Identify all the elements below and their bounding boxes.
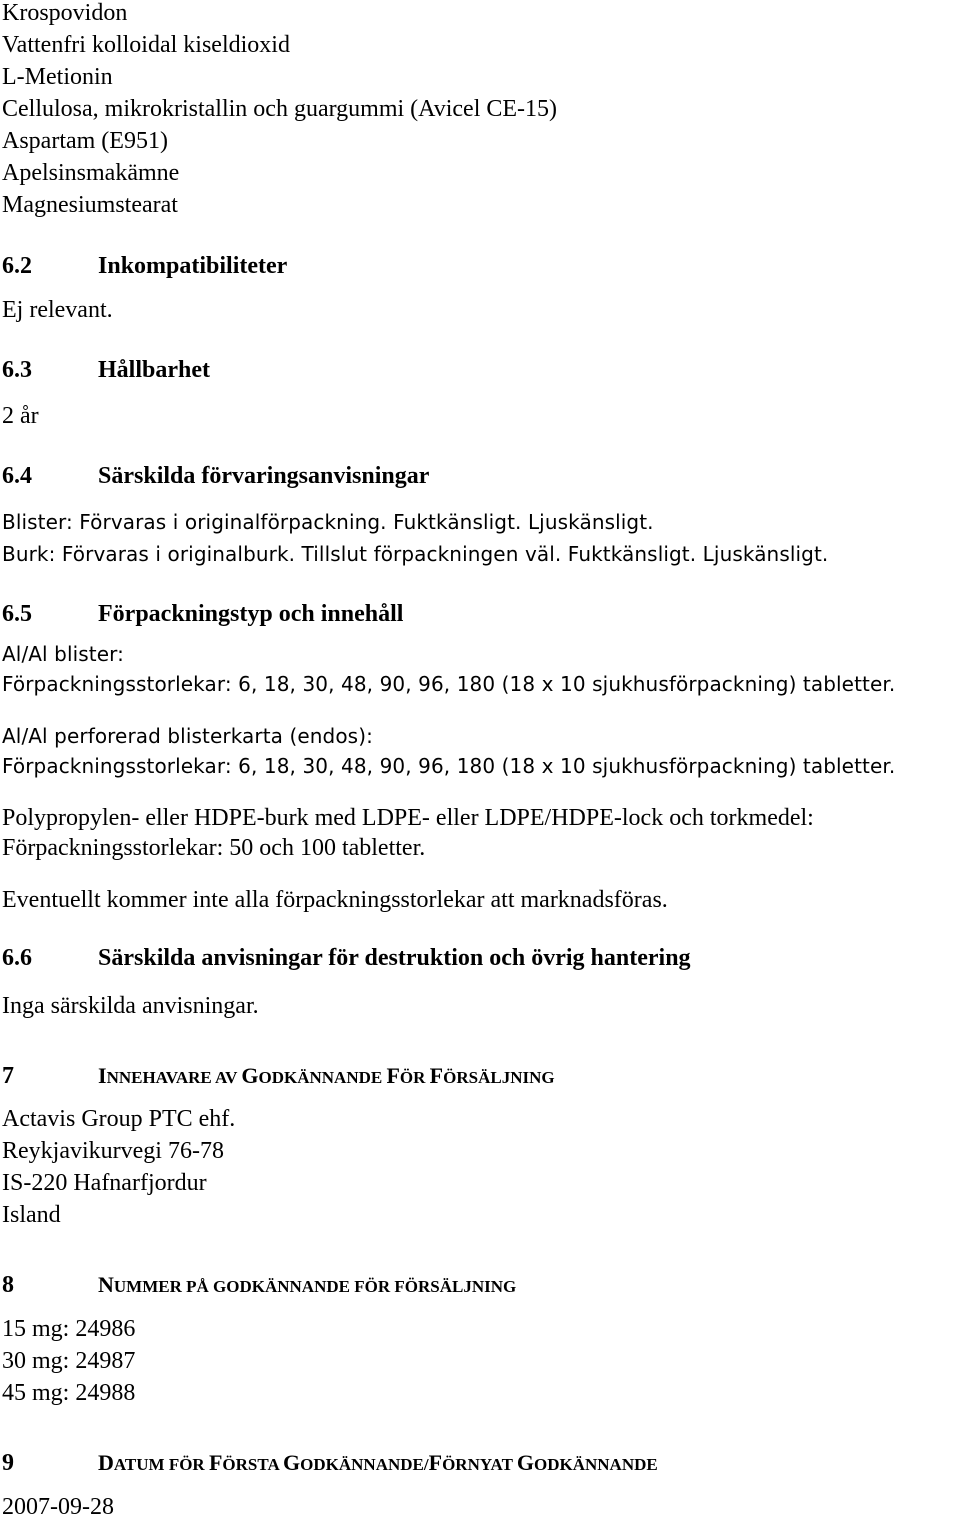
section-heading-6-5 [2,598,403,630]
section-title: Förpackningstyp och innehåll [98,601,404,627]
package-perforated-sizes: Förpackningsstorlekar: 6, 18, 30, 48, 90, 96, 180 (18 x 10 sjukhusförpackning) tabletter. [2,754,896,778]
section-number: 8 [2,1272,14,1298]
title-part: I [98,1063,107,1088]
section-number: 7 [2,1063,14,1089]
excipient-item: Aspartam (E951) [2,128,168,154]
first-authorization-date: 2007-09-28 [2,1494,114,1520]
section-heading-6-4 [2,460,429,492]
excipient-item: Cellulosa, mikrokristallin och guargummi (Avicel CE-15) [2,96,558,122]
title-part: F [429,1063,444,1088]
excipient-item: Krospovidon [2,0,128,26]
holder-address-line: IS-220 Hafnarfjordur [2,1170,207,1196]
section-heading-6-6 [2,942,691,974]
section-text: Ej relevant. [2,297,113,323]
title-part: ODKÄNNANDE [258,1068,387,1087]
section-number: 9 [2,1450,14,1476]
section-number: 6.5 [2,601,32,627]
title-part: F [208,1450,223,1475]
title-part: G [516,1450,534,1475]
section-text: Inga särskilda anvisningar. [2,993,259,1019]
package-perforated-title: Al/Al perforerad blisterkarta (endos): [2,724,373,748]
title-part: ATUM FÖR [113,1455,209,1474]
title-part: NNEHAVARE AV [106,1068,242,1087]
holder-address-line: Reykjavikurvegi 76-78 [2,1138,224,1164]
title-part: F [386,1063,400,1088]
authorization-number: 30 mg: 24987 [2,1348,136,1374]
section-number: 6.3 [2,357,32,383]
storage-blister: Blister: Förvaras i originalförpackning. Fuktkänsligt. Ljuskänsligt. [2,510,654,534]
package-bottle-title: Polypropylen- eller HDPE-burk med LDPE- eller LDPE/HDPE-lock och torkmedel: [2,805,814,831]
title-part: ÖRSTA [222,1455,284,1474]
package-blister-sizes: Förpackningsstorlekar: 6, 18, 30, 48, 90, 96, 180 (18 x 10 sjukhusförpackning) tabletter. [2,672,896,696]
holder-address-line: Actavis Group PTC ehf. [2,1106,236,1132]
excipient-item: Magnesiumstearat [2,192,178,218]
section-number: 6.6 [2,945,32,971]
storage-bottle: Burk: Förvaras i originalburk. Tillslut förpackningen väl. Fuktkänsligt. Ljuskänsligt. [2,542,829,566]
title-part: ÖRNYAT [442,1455,517,1474]
section-heading-7 [2,1060,555,1094]
title-part: UMMER PÅ GODKÄNNANDE FÖR FÖRSÄLJNING [113,1277,517,1296]
section-text: 2 år [2,403,39,429]
package-bottle-sizes: Förpackningsstorlekar: 50 och 100 tabletter. [2,835,426,861]
section-heading-8 [2,1269,516,1303]
title-part: ODKÄNNANDE [533,1455,658,1474]
section-title: Särskilda anvisningar för destruktion och övrig hantering [98,945,691,971]
section-title: Inkompatibiliteter [98,253,288,279]
section-title: Hållbarhet [98,357,210,383]
title-part: G [283,1450,301,1475]
authorization-number: 45 mg: 24988 [2,1380,136,1406]
title-part: F [428,1450,443,1475]
section-heading-9 [2,1447,658,1481]
package-blister-title: Al/Al blister: [2,642,124,666]
section-number: 6.4 [2,463,32,489]
title-part: D [98,1450,114,1475]
title-part: ODKÄNNANDE/ [300,1455,429,1474]
title-part: ÖRSÄLJNING [443,1068,555,1087]
title-part: ÖR [399,1068,430,1087]
holder-address-line: Island [2,1202,61,1228]
section-heading-6-2 [2,250,287,282]
excipient-item: L-Metionin [2,64,113,90]
section-heading-6-3 [2,354,210,386]
excipient-item: Vattenfri kolloidal kiseldioxid [2,32,290,58]
title-part: N [98,1272,114,1297]
package-note: Eventuellt kommer inte alla förpackningsstorlekar att marknadsföras. [2,887,668,913]
title-part: G [241,1063,259,1088]
excipient-item: Apelsinsmakämne [2,160,180,186]
section-number: 6.2 [2,253,32,279]
authorization-number: 15 mg: 24986 [2,1316,136,1342]
section-title: Särskilda förvaringsanvisningar [98,463,430,489]
